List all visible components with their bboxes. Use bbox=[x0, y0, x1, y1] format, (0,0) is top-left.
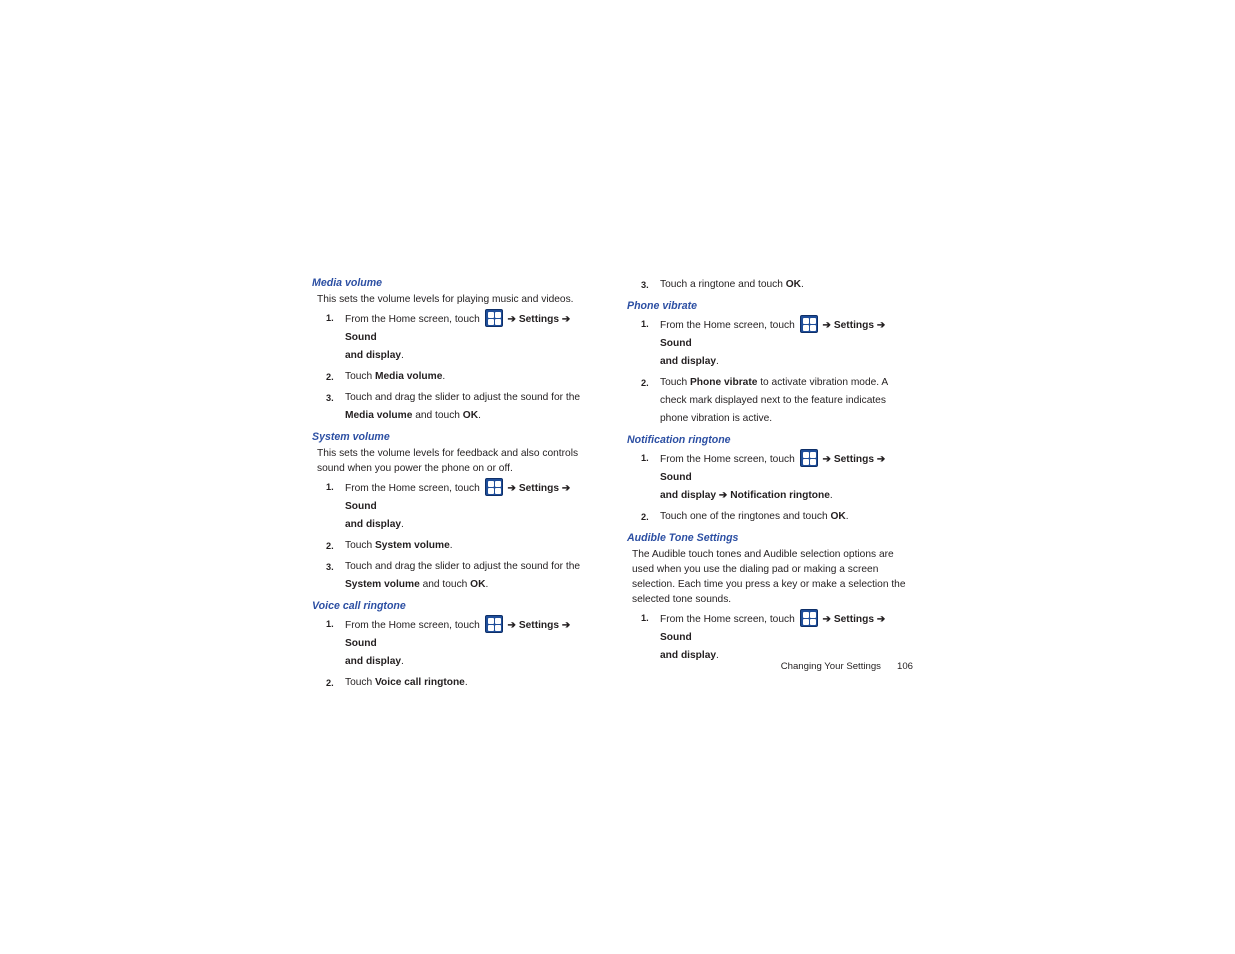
voice-call-ringtone-heading: Voice call ringtone bbox=[312, 600, 406, 612]
arrow-icon: ➔ bbox=[718, 490, 728, 501]
ok-label: OK bbox=[785, 279, 802, 290]
left-column bbox=[312, 276, 602, 692]
step-number: 2. bbox=[326, 372, 334, 382]
system-step-2 bbox=[312, 537, 602, 555]
step-text: Touch and drag the slider to adjust the sound for the bbox=[345, 561, 581, 572]
voice-step-1 bbox=[312, 615, 602, 671]
step-end: . bbox=[716, 356, 719, 367]
media-volume-label: Media volume bbox=[375, 371, 443, 382]
settings-label: Settings bbox=[833, 320, 875, 331]
step-number: 1. bbox=[326, 313, 334, 323]
phone-vibrate-label: Phone vibrate bbox=[690, 377, 758, 388]
arrow-icon: ➔ bbox=[507, 314, 516, 325]
step-number: 3. bbox=[326, 562, 334, 572]
step-text: Touch bbox=[345, 540, 376, 551]
settings-label: Settings bbox=[833, 614, 875, 625]
apps-grid-icon bbox=[800, 315, 818, 333]
step-number: 1. bbox=[326, 619, 334, 629]
step-text: From the Home screen, touch bbox=[345, 314, 480, 325]
sound-label: Sound bbox=[345, 332, 377, 343]
step-text: From the Home screen, touch bbox=[660, 454, 795, 465]
and-display-label: and display bbox=[660, 356, 717, 367]
system-step-3 bbox=[312, 558, 602, 594]
arrow-icon: ➔ bbox=[822, 320, 831, 331]
ok-label: OK bbox=[470, 579, 486, 590]
arrow-icon: ➔ bbox=[876, 614, 886, 625]
and-display-label: and display bbox=[660, 650, 717, 661]
arrow-icon: ➔ bbox=[876, 320, 886, 331]
arrow-icon: ➔ bbox=[507, 483, 516, 494]
apps-grid-icon bbox=[800, 449, 818, 467]
step-text: From the Home screen, touch bbox=[660, 614, 795, 625]
step-text: From the Home screen, touch bbox=[345, 483, 480, 494]
step-end: . bbox=[401, 350, 404, 361]
step-text: Touch bbox=[345, 677, 376, 688]
step-text: to activate vibration mode. A check mark displayed next to the feature indicates phone vibration is active. bbox=[660, 377, 888, 424]
step-text: Touch bbox=[345, 371, 376, 382]
step-text: Touch a ringtone and touch bbox=[660, 279, 786, 290]
vibrate-step-2 bbox=[627, 374, 917, 428]
apps-grid-icon bbox=[485, 615, 503, 633]
apps-grid-icon bbox=[800, 609, 818, 627]
step-text: Touch and drag the slider to adjust the sound for the bbox=[345, 392, 581, 403]
vibrate-step-1 bbox=[627, 315, 917, 371]
settings-label: Settings bbox=[518, 620, 560, 631]
settings-label: Settings bbox=[518, 314, 560, 325]
arrow-icon: ➔ bbox=[561, 314, 571, 325]
system-volume-intro: This sets the volume levels for feedback and also controls sound when you power the phone on or off. bbox=[317, 448, 579, 474]
notification-step-2 bbox=[627, 508, 917, 526]
step-number: 2. bbox=[326, 541, 334, 551]
audible-tone-settings-heading: Audible Tone Settings bbox=[627, 532, 739, 544]
notification-ringtone-label: Notification ringtone bbox=[730, 490, 830, 501]
media-step-2 bbox=[312, 368, 602, 386]
step-text: Touch one of the ringtones and touch bbox=[660, 511, 831, 522]
step-end: . bbox=[478, 410, 481, 421]
arrow-icon: ➔ bbox=[507, 620, 516, 631]
step-number: 3. bbox=[641, 280, 649, 290]
apps-grid-icon bbox=[485, 478, 503, 496]
system-step-1 bbox=[312, 478, 602, 534]
step-number: 2. bbox=[641, 378, 649, 388]
apps-grid-icon bbox=[485, 309, 503, 327]
right-column bbox=[627, 276, 917, 665]
arrow-icon: ➔ bbox=[561, 620, 571, 631]
arrow-icon: ➔ bbox=[561, 483, 571, 494]
ok-label: OK bbox=[830, 511, 846, 522]
arrow-icon: ➔ bbox=[876, 454, 886, 465]
media-volume-intro: This sets the volume levels for playing music and videos. bbox=[317, 294, 574, 305]
page-footer bbox=[760, 661, 913, 672]
sound-label: Sound bbox=[660, 632, 692, 643]
step-number: 1. bbox=[326, 482, 334, 492]
step-text: and touch bbox=[412, 410, 463, 421]
media-volume-label: Media volume bbox=[345, 410, 413, 421]
step-end: . bbox=[442, 371, 446, 382]
sound-label: Sound bbox=[345, 501, 377, 512]
step-number: 1. bbox=[641, 319, 649, 329]
media-step-3 bbox=[312, 389, 602, 425]
voice-step-2 bbox=[312, 674, 602, 692]
media-volume-heading: Media volume bbox=[312, 277, 383, 289]
step-end: . bbox=[829, 490, 833, 501]
audible-tone-intro: The Audible touch tones and Audible selection options are used when you use the dialing pad or making a screen selection. Each time you press a key or make a selection the selected tone sounds. bbox=[632, 549, 906, 605]
step-number: 2. bbox=[641, 512, 649, 522]
step-number: 2. bbox=[326, 678, 334, 688]
system-volume-label: System volume bbox=[345, 579, 420, 590]
step-end: . bbox=[485, 579, 489, 590]
step-end: . bbox=[801, 279, 804, 290]
notification-step-1 bbox=[627, 449, 917, 505]
step-end: . bbox=[401, 656, 404, 667]
sound-label: Sound bbox=[660, 472, 692, 483]
system-volume-heading: System volume bbox=[312, 431, 390, 443]
step-end: . bbox=[845, 511, 849, 522]
arrow-icon: ➔ bbox=[822, 614, 831, 625]
and-display-label: and display bbox=[660, 490, 717, 501]
step-end: . bbox=[401, 519, 404, 530]
ringtone-step-3 bbox=[627, 276, 917, 294]
step-end: . bbox=[449, 540, 453, 551]
arrow-icon: ➔ bbox=[822, 454, 831, 465]
step-end: . bbox=[464, 677, 468, 688]
phone-vibrate-heading: Phone vibrate bbox=[627, 300, 698, 312]
media-step-1 bbox=[312, 309, 602, 365]
sound-label: Sound bbox=[660, 338, 692, 349]
settings-label: Settings bbox=[518, 483, 560, 494]
step-text: Touch bbox=[660, 377, 691, 388]
voice-call-ringtone-label: Voice call ringtone bbox=[375, 677, 465, 688]
sound-label: Sound bbox=[345, 638, 377, 649]
ok-label: OK bbox=[462, 410, 479, 421]
audible-step-1 bbox=[627, 609, 917, 665]
step-text: From the Home screen, touch bbox=[345, 620, 480, 631]
footer-section-title: Changing Your Settings bbox=[780, 661, 881, 672]
step-text: From the Home screen, touch bbox=[660, 320, 795, 331]
and-display-label: and display bbox=[345, 350, 402, 361]
and-display-label: and display bbox=[345, 656, 402, 667]
notification-ringtone-heading: Notification ringtone bbox=[627, 434, 731, 446]
and-display-label: and display bbox=[345, 519, 402, 530]
step-number: 1. bbox=[641, 453, 649, 463]
step-number: 3. bbox=[326, 393, 334, 403]
step-end: . bbox=[716, 650, 719, 661]
settings-label: Settings bbox=[833, 454, 875, 465]
page-number: 106 bbox=[896, 661, 913, 672]
step-text: and touch bbox=[419, 579, 471, 590]
system-volume-label: System volume bbox=[375, 540, 450, 551]
step-number: 1. bbox=[641, 613, 649, 623]
